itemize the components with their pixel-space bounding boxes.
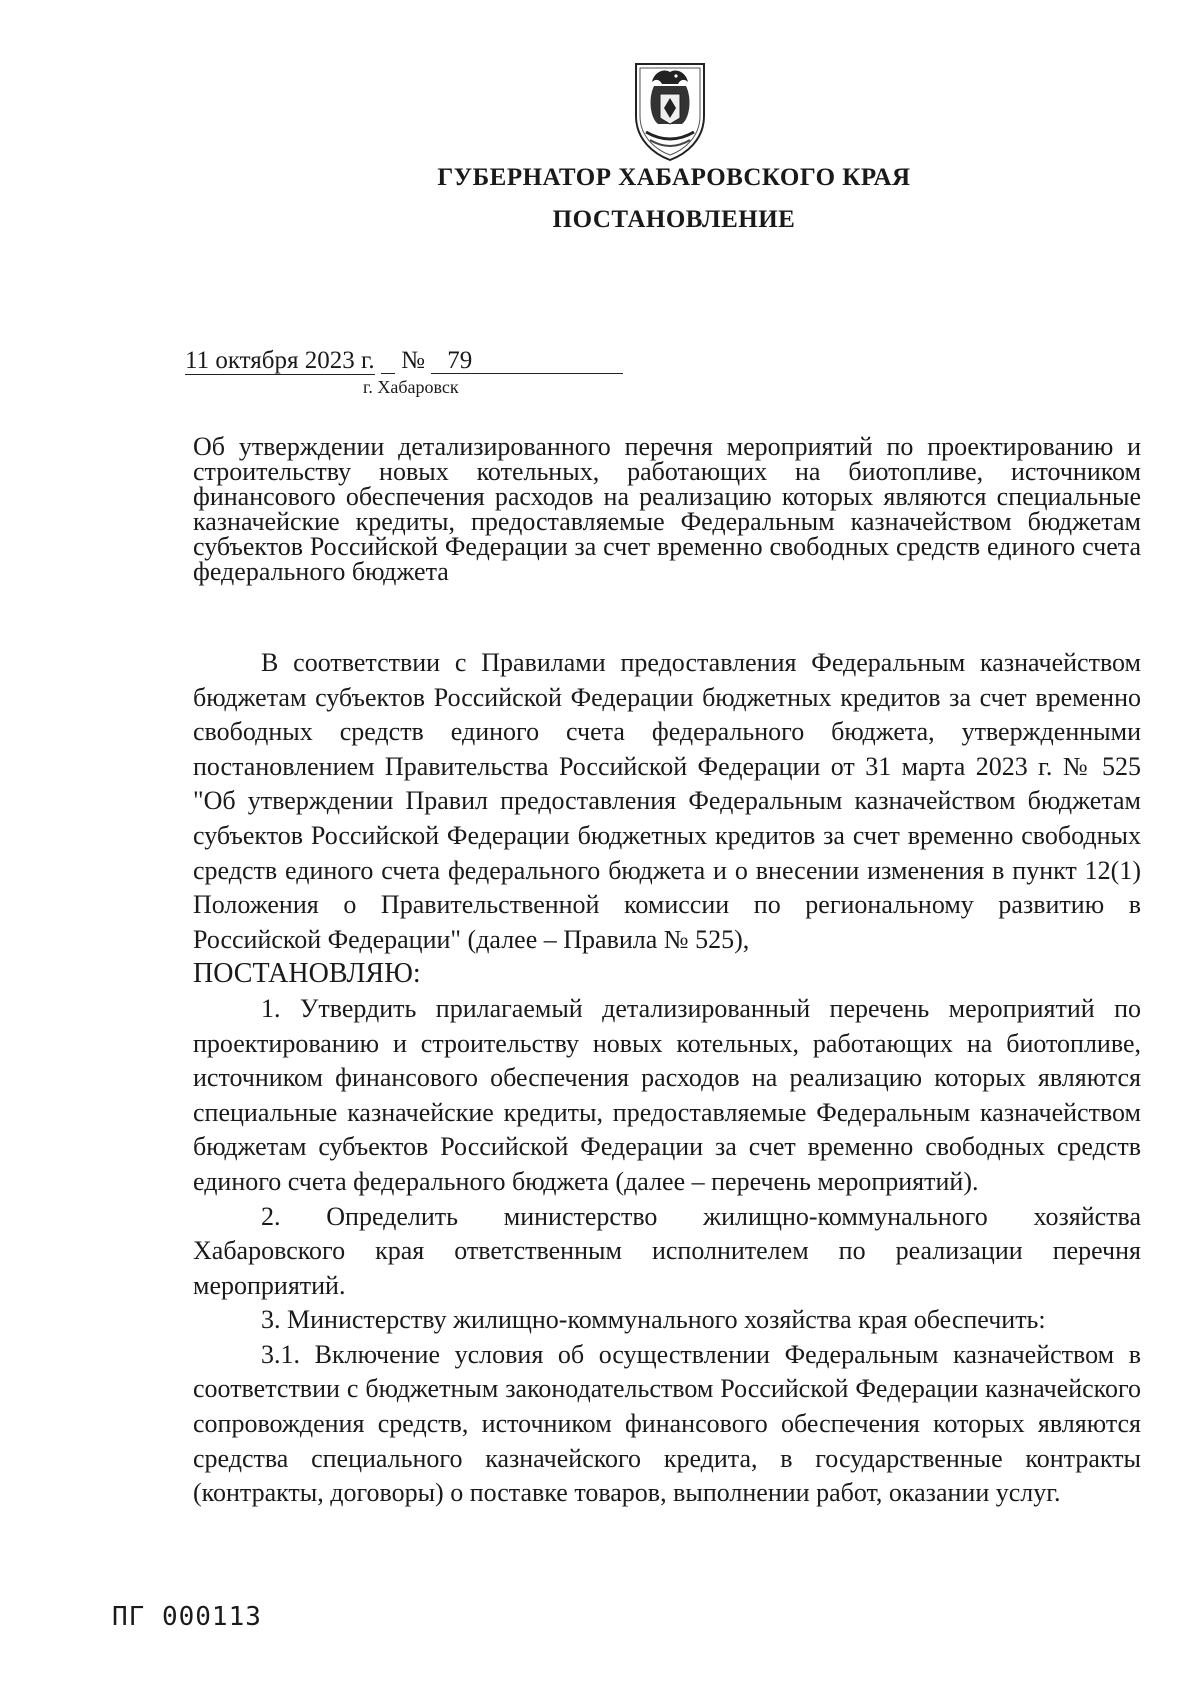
date-number-line bbox=[185, 347, 623, 375]
date-underline-gap bbox=[381, 349, 395, 374]
item-2: 2. Определить министерство жилищно-коммунального хозяйства Хабаровского края ответственным исполнителем по реализации перечня мероприятий. bbox=[193, 1201, 1141, 1300]
authority-title: ГУБЕРНАТОР ХАБАРОВСКОГО КРАЯ bbox=[437, 164, 911, 191]
decree-word: ПОСТАНОВЛЯЮ: bbox=[193, 958, 421, 990]
document-title: Об утверждении детализированного перечня мероприятий по проектированию и строительству новых котельных, работающих на биотопливе, источником финансового обеспечения расходов на реализацию которых являются специальные казначейские кредиты, предоставляемые Федеральным казначейством бюджетам субъектов Российской Федерации за счет временно свободных средств единого счета федерального бюджета bbox=[193, 432, 1141, 586]
document-type: ПОСТАНОВЛЕНИЕ bbox=[552, 206, 796, 233]
document-number: 79 bbox=[431, 349, 623, 374]
preamble-paragraph: В соответствии с Правилами предоставления Федеральным казначейством бюджетам субъектов Российской Федерации бюджетных кредитов за счет временно свободных средств единого счета федерального бюджета, утвержденными постановлением Правительства Российской Федерации от 31 марта 2023 г. № 525 "Об утверждении Правил предоставления Федеральным казначейством бюджетам субъектов Российской Федерации бюджетных кредитов за счет временно свободных средств единого счета федерального бюджета и о внесении изменения в пункт 12(1) Положения о Правительственной комиссии по региональному развитию в Российской Федерации" (далее – Правила № 525), bbox=[193, 648, 1141, 954]
item-1: 1. Утвердить прилагаемый детализированный перечень мероприятий по проектированию и строительству новых котельных, работающих на биотопливе, источником финансового обеспечения расходов на реализацию которых являются специальные казначейские кредиты, предоставляемые Федеральным казначейством бюджетам субъектов Российской Федерации за счет временно свободных средств единого счета федерального бюджета (далее – перечень мероприятий). bbox=[193, 993, 1141, 1196]
document-place: г. Хабаровск bbox=[363, 377, 459, 397]
item-3-1: 3.1. Включение условия об осуществлении Федеральным казначейством в соответствии с бюджетным законодательством Российской Федерации казначейского сопровождения средств, источником финансового обеспечения которых являются средства специального казначейского кредита, в государственные контракты (контракты, договоры) о поставке товаров, выполнении работ, оказании услуг. bbox=[193, 1339, 1141, 1508]
coat-of-arms-icon bbox=[630, 58, 710, 162]
item-3: 3. Министерству жилищно-коммунального хозяйства края обеспечить: bbox=[261, 1305, 1046, 1335]
form-stamp-number: ПГ 000113 bbox=[112, 1602, 262, 1632]
number-sign: № bbox=[401, 347, 425, 374]
document-date: 11 октября 2023 г. bbox=[185, 347, 375, 374]
document-body bbox=[193, 646, 1141, 1511]
